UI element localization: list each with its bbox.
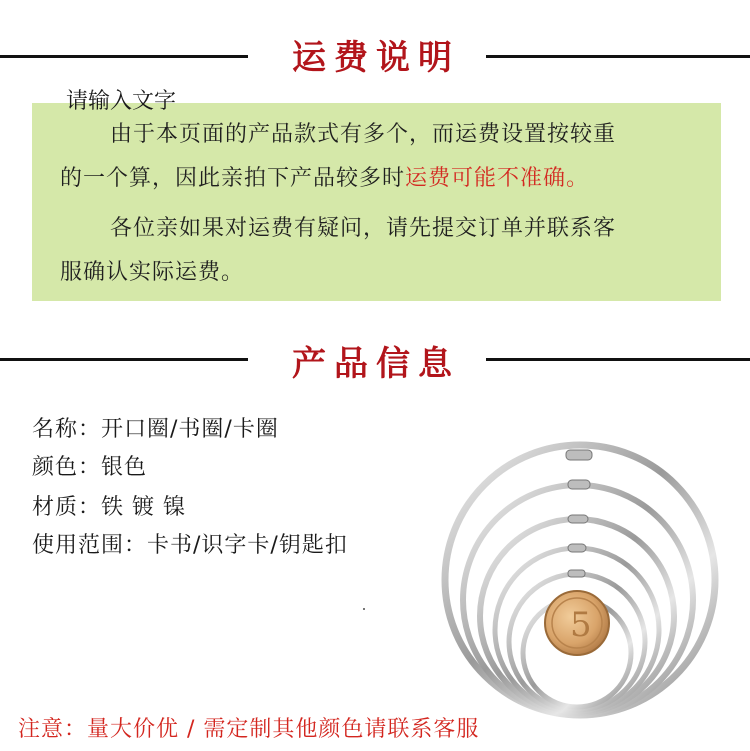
- notice-line: [32, 157, 721, 201]
- spec-material: 材质：铁 镀 镍: [32, 495, 186, 520]
- shipping-title: 运费说明: [292, 38, 460, 78]
- shipping-paragraph-1: [32, 113, 721, 201]
- title-rule-right: [486, 358, 750, 361]
- spec-color: 颜色：银色: [32, 455, 148, 480]
- footer-note: 注意：量大价优 / 需定制其他颜色请联系客服: [18, 717, 480, 742]
- title-rule-left: [0, 55, 248, 58]
- product-title: 产品信息: [292, 344, 460, 384]
- stray-dot: [363, 608, 365, 610]
- notice-highlight: 运费可能不准确。: [405, 166, 590, 191]
- spec-usage: 使用范围：卡书/识字卡/钥匙扣: [32, 533, 348, 558]
- notice-line: 服确认实际运费。: [60, 260, 245, 285]
- shipping-notice-box: [32, 103, 721, 301]
- notice-text: 的一个算，因此亲拍下产品较多时: [60, 166, 406, 191]
- svg-text:5: 5: [570, 605, 592, 645]
- metal-binder-rings-with-coin-icon: [440, 430, 740, 730]
- notice-line: 由于本页面的产品款式有多个，而运费设置按较重: [110, 122, 617, 147]
- title-rule-right: [486, 55, 750, 58]
- title-rule-left: [0, 358, 248, 361]
- shipping-paragraph-2: [32, 207, 721, 295]
- text-placeholder: 请输入文字: [66, 89, 177, 114]
- spec-name: 名称：开口圈/书圈/卡圈: [32, 417, 279, 442]
- notice-line: 各位亲如果对运费有疑问，请先提交订单并联系客: [110, 216, 617, 241]
